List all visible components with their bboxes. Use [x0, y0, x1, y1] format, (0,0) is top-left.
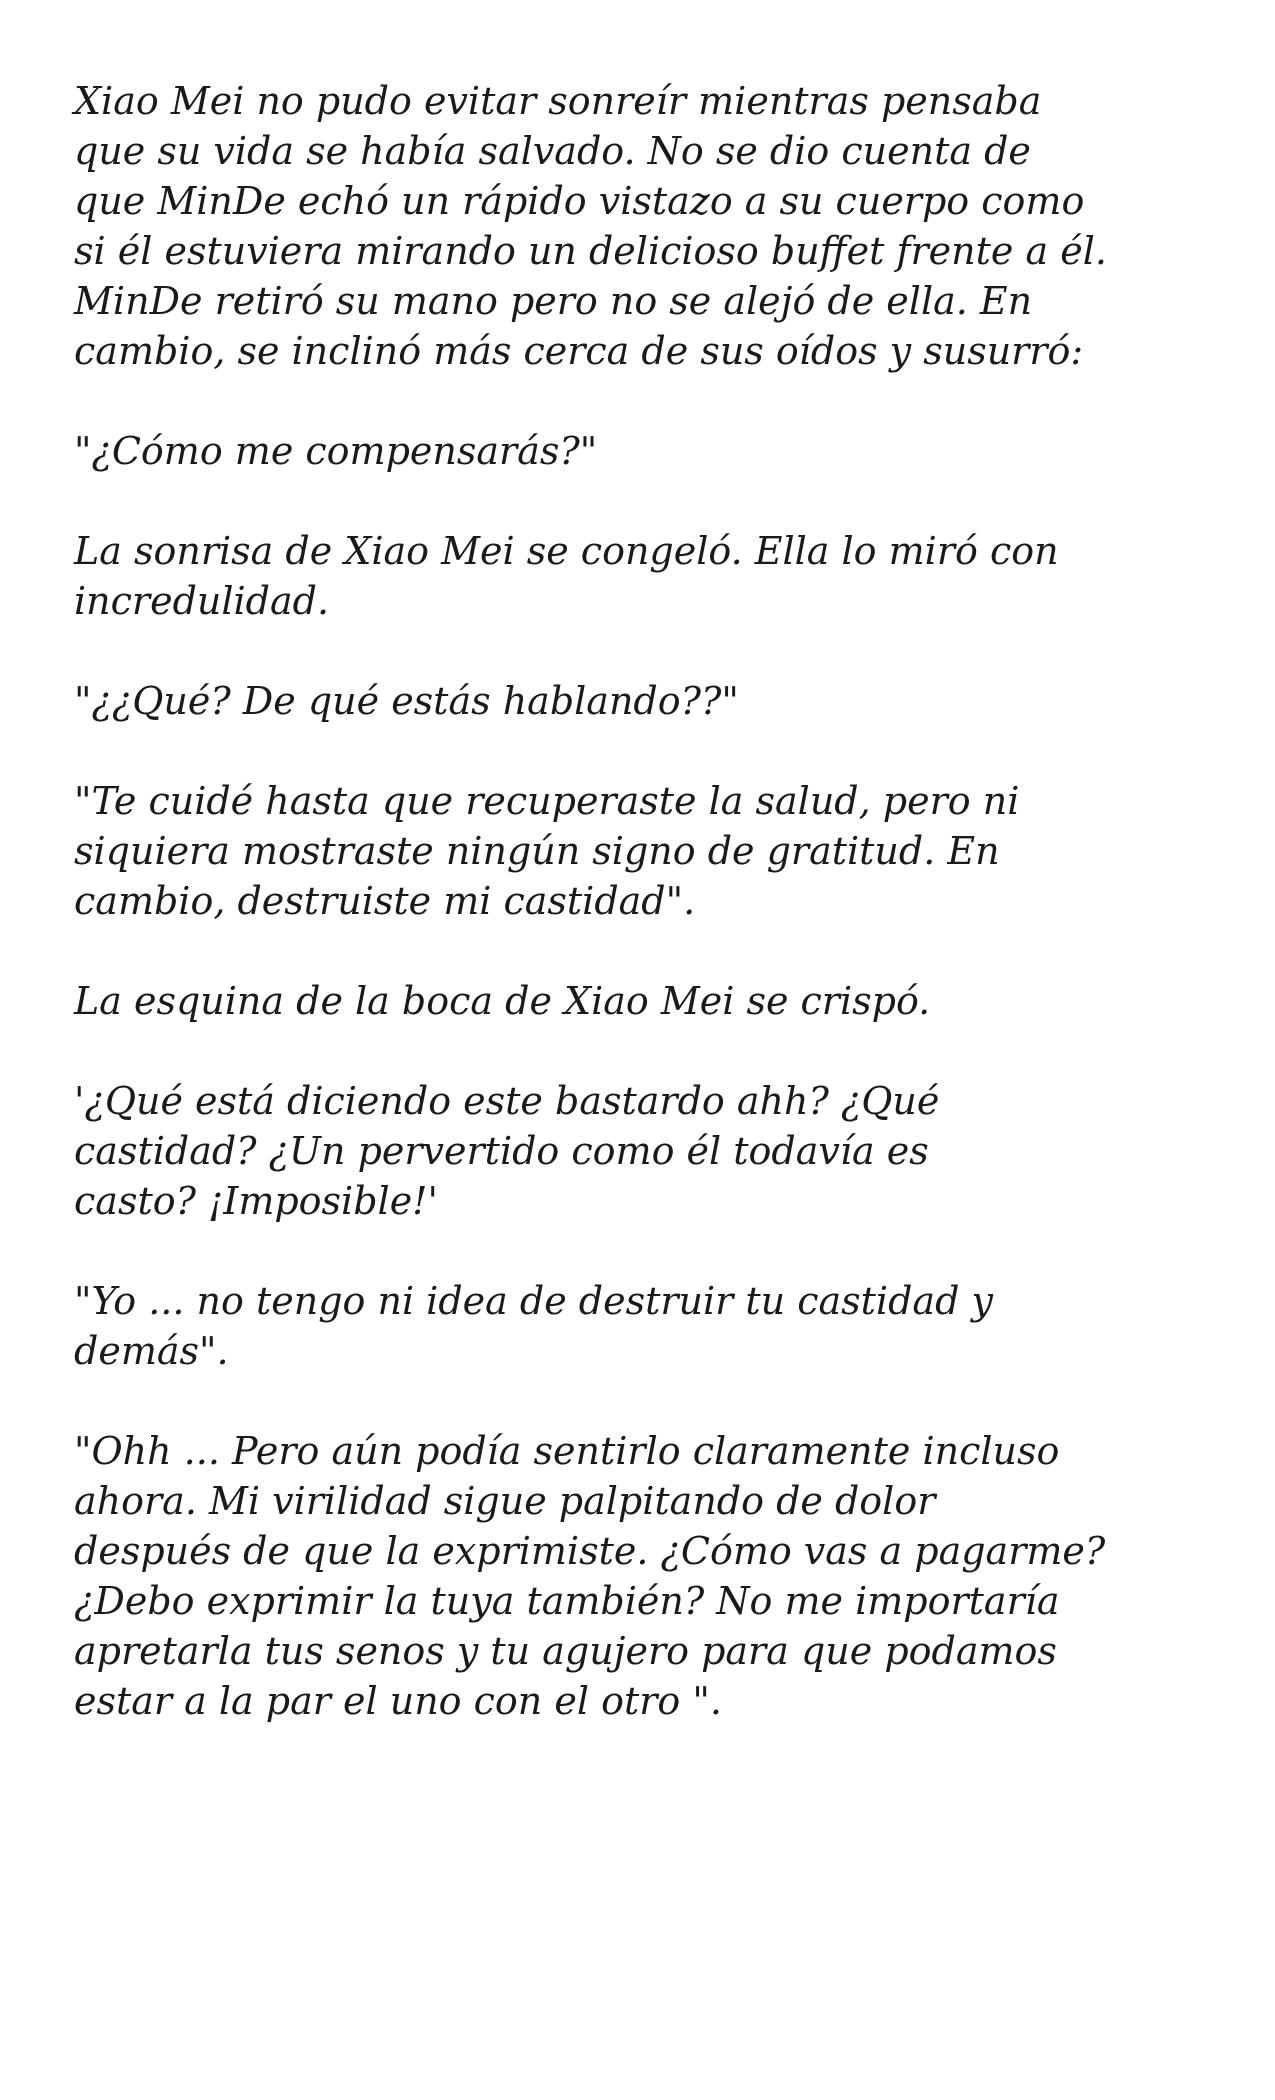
paragraph	[74, 526, 1224, 626]
paragraph	[74, 676, 1224, 726]
text-line: "Te cuidé hasta que recuperaste la salud, pero ni	[74, 779, 1020, 823]
text-line: apretarla tus senos y tu agujero para que podamos	[74, 1629, 1057, 1673]
text-line: siquiera mostraste ningún signo de gratitud. En	[74, 829, 1000, 873]
paragraph	[74, 76, 1224, 376]
text-line: castidad? ¿Un pervertido como él todavía es	[74, 1129, 929, 1173]
text-line: cambio, se inclinó más cerca de sus oídos y susurró:	[74, 329, 1084, 373]
paragraph	[74, 426, 1224, 476]
paragraph	[74, 776, 1224, 926]
text-line: ahora. Mi virilidad sigue palpitando de dolor	[74, 1479, 936, 1523]
paragraph	[74, 1276, 1224, 1376]
text-line: "¿Cómo me compensarás?"	[74, 429, 598, 473]
paragraph	[74, 1076, 1224, 1226]
text-line: Xiao Mei no pudo evitar sonreír mientras pensaba	[74, 79, 1042, 123]
text-line: casto? ¡Imposible!'	[74, 1179, 438, 1223]
text-line: que MinDe echó un rápido vistazo a su cuerpo como	[74, 179, 1085, 223]
text-line: '¿Qué está diciendo este bastardo ahh? ¿Qué	[74, 1079, 940, 1123]
text-line: ¿Debo exprimir la tuya también? No me importaría	[74, 1579, 1060, 1623]
text-line: La esquina de la boca de Xiao Mei se crispó.	[74, 979, 931, 1023]
text-line: demás".	[74, 1329, 229, 1373]
paragraph	[74, 976, 1224, 1026]
paragraph	[74, 1426, 1224, 1726]
text-line: "Ohh ... Pero aún podía sentirlo claramente incluso	[74, 1429, 1060, 1473]
text-line: "Yo ... no tengo ni idea de destruir tu castidad y	[74, 1279, 993, 1323]
story-text	[74, 76, 1224, 1776]
text-line: incredulidad.	[74, 579, 330, 623]
text-line: La sonrisa de Xiao Mei se congeló. Ella lo miró con	[74, 529, 1059, 573]
text-line: después de que la exprimiste. ¿Cómo vas a pagarme?	[74, 1529, 1106, 1573]
text-line: que su vida se había salvado. No se dio cuenta de	[74, 129, 1031, 173]
text-line: estar a la par el uno con el otro ".	[74, 1679, 722, 1723]
text-line: cambio, destruiste mi castidad".	[74, 879, 696, 923]
text-line: MinDe retiró su mano pero no se alejó de ella. En	[74, 279, 1033, 323]
text-line: "¿¿Qué? De qué estás hablando??"	[74, 679, 739, 723]
text-line: si él estuviera mirando un delicioso buffet frente a él.	[74, 229, 1107, 273]
